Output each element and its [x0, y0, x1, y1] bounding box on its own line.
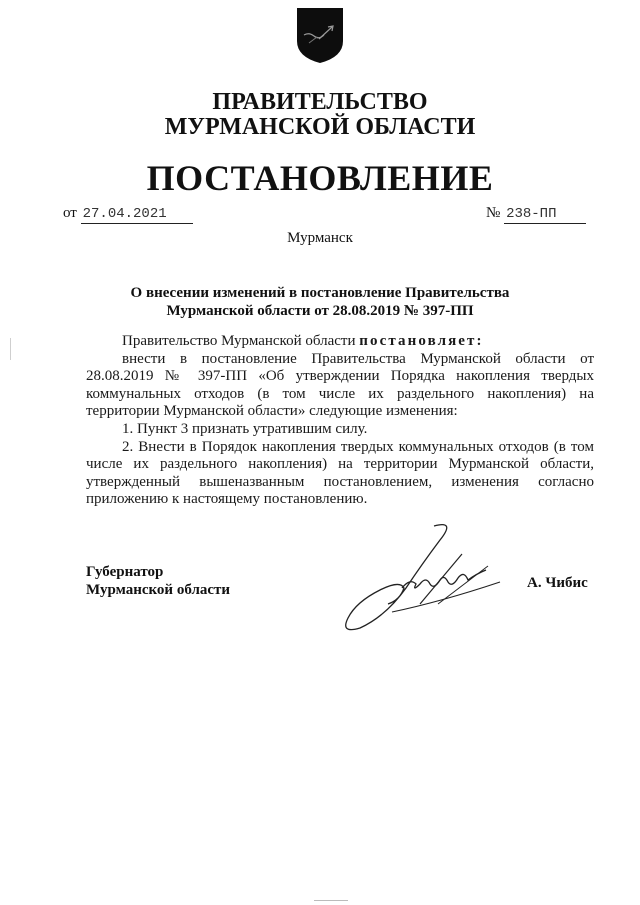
authority-name-line2: МУРМАНСКОЙ ОБЛАСТИ	[164, 114, 476, 140]
subject-heading	[100, 284, 540, 320]
subject-line2: Мурманской области от 28.08.2019 № 397-ПП	[166, 303, 474, 319]
signer-title-line2: Мурманской области	[86, 582, 231, 598]
date-value: 27.04.2021	[81, 205, 193, 224]
signer-name: А. Чибис	[527, 575, 588, 591]
body-paragraph-2: 1. Пункт 3 признать утратившим силу.	[122, 420, 368, 437]
signer-title	[86, 563, 230, 599]
body-paragraph-1: внести в постановление Правительства Мурманской области от 28.08.2019 № 397-ПП «Об утверждении Порядка накопления твердых коммунальных отходов (в том числе их раздельного накопления) на территории Мурманской области» следующие изменения:	[86, 350, 594, 420]
authority-name-line1: ПРАВИТЕЛЬСТВО	[212, 89, 428, 115]
signer-title-line1: Губернатор	[86, 564, 164, 580]
number-prefix: №	[486, 205, 501, 221]
intro-paragraph	[86, 333, 594, 351]
intro-text: Правительство Мурманской области	[122, 333, 356, 349]
coat-of-arms-icon	[295, 5, 345, 65]
document-type-title: ПОСТАНОВЛЕНИЕ	[146, 158, 494, 198]
city-label: Мурманск	[287, 230, 353, 246]
date-prefix: от	[63, 205, 77, 221]
subject-line1: О внесении изменений в постановление Правительства	[130, 285, 510, 301]
number-field	[486, 205, 586, 224]
footer-mark	[314, 900, 348, 901]
resolution-body	[86, 333, 594, 509]
handwritten-signature	[330, 518, 520, 648]
resolves-word: постановляет:	[359, 333, 484, 349]
body-paragraph-3: 2. Внести в Порядок накопления твердых коммунальных отходов (в том числе их раздельного накопления) на территории Мурманской области, утвержденный вышеназванным постановлением, изменения согласно приложению к настоящему постановлению.	[86, 438, 594, 508]
number-value: 238-ПП	[504, 205, 586, 224]
date-field	[63, 205, 193, 224]
scan-artifact	[10, 338, 11, 360]
